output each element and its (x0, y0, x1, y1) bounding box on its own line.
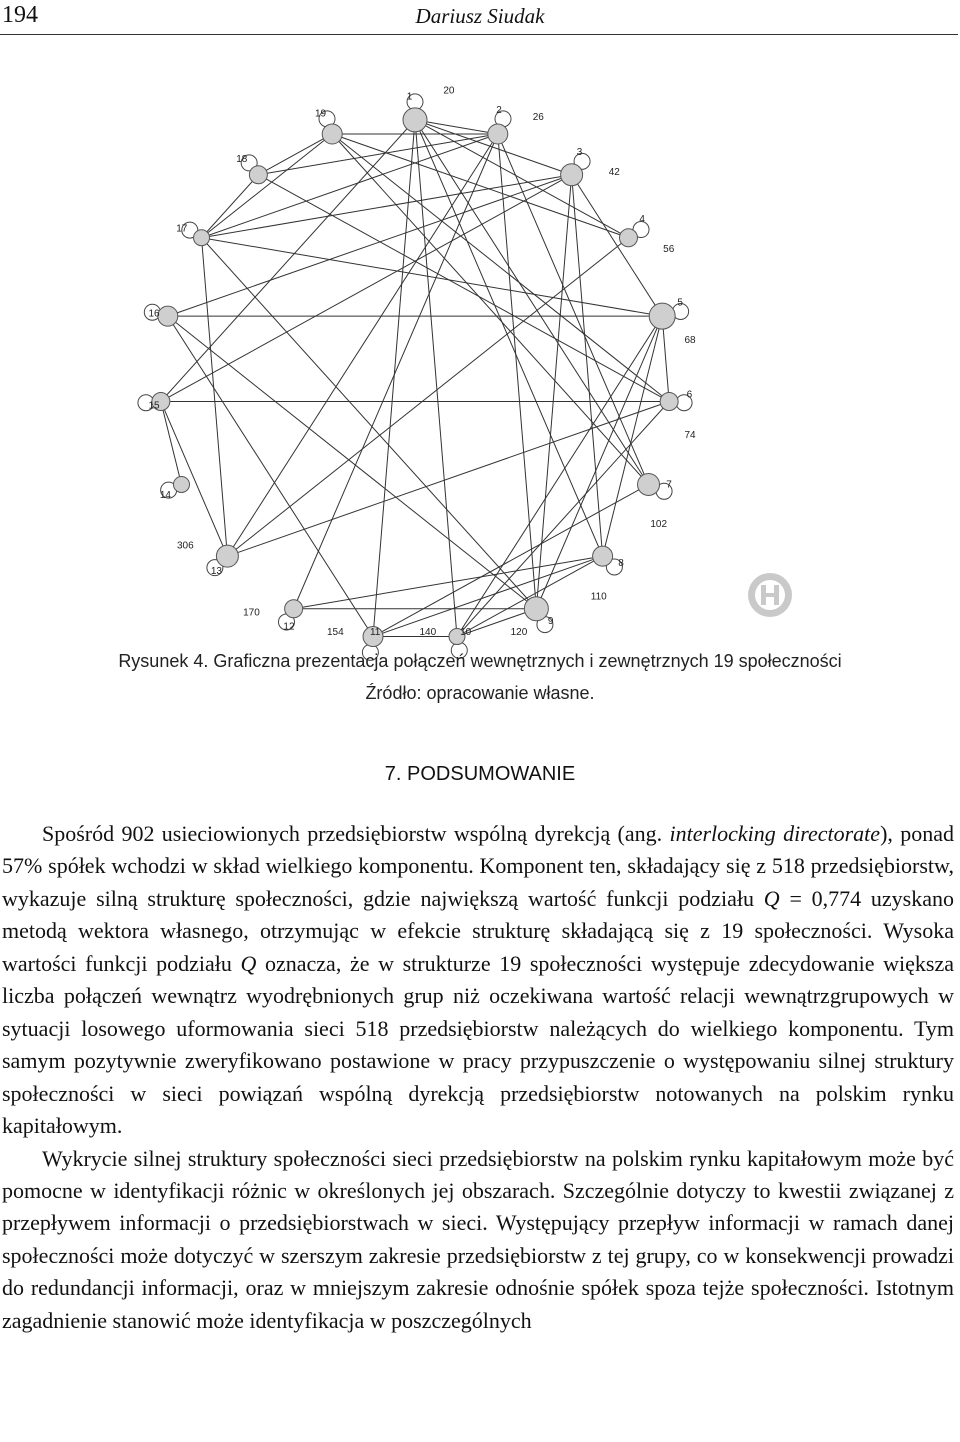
node-label: 14 (159, 489, 171, 501)
node-label: 6 (686, 389, 693, 401)
node-label: 16 (148, 308, 160, 320)
network-edge (202, 238, 537, 609)
network-edge (168, 316, 373, 636)
network-edge (572, 175, 603, 556)
node-label: 3 (576, 147, 583, 159)
network-edge (457, 316, 662, 636)
p1-part-g: oznacza, że w strukturze 19 społeczności występuje zdecydowanie większa liczba połączeń wewnątrz wyodrębnionych grup niż oczekiwana wartość relacji wewnątrzgrupowych w sytuacji losowego uformowania sieci 518 przedsiębiorstw należących do wielkiego komponentu. Tym samym pozytywnie zweryfikowano postawione w pracy przypuszczenie o występowaniu silnej struktury społeczności w sieci powiązań wspólną dyrekcją przedsiębiorstw notowanych na polskim rynku kapitałowym. (2, 950, 954, 1139)
node-label: 1 (406, 91, 413, 103)
network-edge (572, 175, 663, 316)
node-label: 120 (510, 627, 528, 638)
symbol-q: Q (763, 885, 780, 911)
network-node (194, 230, 210, 246)
section-heading: 7. PODSUMOWANIE (384, 763, 576, 785)
node-label: 7 (666, 479, 672, 491)
symbol-q-2: Q (240, 950, 257, 976)
paragraph-2: Wykrycie silnej struktury społeczności sieci przedsiębiorstw na polskim rynku kapitałowym może być pomocne w identyfikacji różnic w określonych jej obszarach. Szczególnie dotyczy to kwestii związanej z przepływem informacji o przedsiębiorstwach w sieci. Występujący przepływ informacji w ramach danej społeczności może dotyczyć w szerszym zakresie przedsiębiorstw z tej grupy, co w konsekwencji prowadzi do redundancji informacji, oraz w mniejszym zakresie odnośnie spółek spoza tejże społeczności. Istotnym zagadnienie stanowić może identyfikacja w poszczególnych (2, 1145, 954, 1333)
node-label: 42 (608, 167, 620, 179)
network-node (249, 166, 267, 184)
node-label: 10 (460, 627, 472, 638)
network-node (403, 108, 427, 132)
page-number: 194 (2, 2, 38, 28)
network-node (216, 545, 238, 567)
p1-part-e: = 0,774 uzyskano metodą wektora własnego, otrzymując w efekcie strukturę składającą się z 19 społeczności. Wysoka wartości funkcji podziału (2, 885, 954, 976)
node-label: 19 (314, 108, 327, 120)
network-node (285, 600, 303, 618)
network-edge (227, 238, 628, 556)
p1-part-a: Spośród 902 usieciowionych przedsiębiorstw wspólną dyrekcją (ang. (42, 821, 670, 846)
network-edge (415, 120, 628, 238)
network-edge (373, 556, 603, 636)
network-edge (373, 120, 415, 637)
node-label: 11 (369, 627, 381, 638)
node-label: 154 (326, 627, 344, 638)
node-label: 26 (532, 112, 544, 124)
node-label: 102 (650, 518, 668, 530)
node-label: 170 (243, 607, 260, 619)
publisher-logo (746, 571, 794, 619)
term-interlocking: interlocking directorate (669, 821, 881, 846)
running-head-author: Dariusz Siudak (415, 4, 545, 28)
node-label: 20 (443, 85, 455, 97)
node-label: 74 (684, 430, 696, 442)
network-edge (202, 134, 498, 238)
network-edge (258, 175, 669, 402)
node-label: 2 (496, 104, 502, 116)
node-label: 12 (283, 621, 295, 633)
node-label: 9 (547, 615, 554, 627)
node-label: 5 (677, 297, 683, 309)
network-node (158, 306, 178, 326)
network-edge (294, 134, 498, 609)
node-label: 306 (176, 540, 194, 552)
figure-source: Źródło: opracowanie własne. (365, 683, 595, 703)
network-node (322, 124, 342, 144)
figure-caption: Rysunek 4. Graficzna prezentacja połączeń wewnętrznych i zewnętrznych 19 społeczności (118, 651, 842, 671)
paragraph-1 (2, 818, 954, 1143)
node-label: 4 (639, 213, 645, 225)
network-edge (202, 238, 228, 556)
node-label: 140 (419, 627, 437, 638)
network-node (524, 597, 548, 621)
node-label: 8 (618, 557, 624, 569)
p1-part-c: ), ponad 57% spółek wchodzi w skład wielkiego komponentu. Komponent ten, składający się z 518 przedsiębiorstw, wykazuje silną strukturę społeczności, gdzie największą wartość funkcji podziału (2, 821, 954, 911)
network-node (593, 546, 613, 566)
node-label: 68 (684, 335, 696, 347)
network-edge (202, 238, 663, 316)
network-edge (202, 175, 572, 238)
node-label: 17 (176, 223, 188, 235)
body-text (2, 818, 954, 1337)
network-node (649, 303, 675, 329)
node-label: 110 (590, 591, 607, 603)
page-header (0, 0, 958, 35)
network-edge (161, 401, 228, 556)
network-edge (498, 134, 649, 484)
node-label: 15 (148, 400, 160, 412)
network-node (561, 164, 583, 186)
network-edge (161, 120, 415, 402)
network-node (619, 229, 637, 247)
network-graph-figure (150, 60, 710, 640)
network-node (638, 473, 660, 495)
node-label: 18 (236, 154, 248, 166)
network-node (488, 124, 508, 144)
node-label: 13 (210, 566, 223, 578)
node-label: 56 (663, 244, 675, 256)
network-edge (202, 134, 333, 238)
network-edge (227, 134, 497, 556)
network-edge (457, 401, 669, 636)
network-node (660, 392, 678, 410)
network-edge (294, 556, 603, 609)
network-edge (332, 134, 648, 484)
network-node (173, 476, 189, 492)
